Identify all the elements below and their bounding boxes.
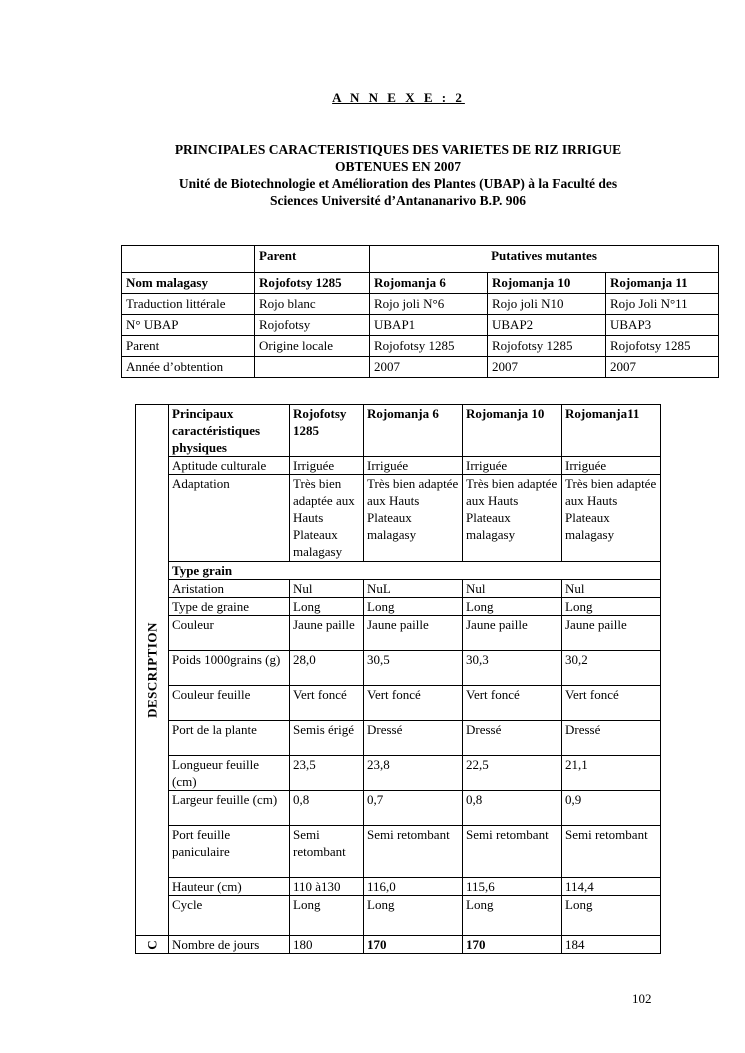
table-cell: Cycle [169,896,290,936]
table-cell: Dressé [463,721,562,756]
table-header-mutants: Putatives mutantes [370,246,719,273]
table-cell: Traduction littérale [122,294,255,315]
table-cell: Semi retombant [364,826,463,878]
table-cell: Semis érigé [290,721,364,756]
table-cell: UBAP2 [488,315,606,336]
table-cell: Semi retombant [290,826,364,878]
table-cell: Rojomanja11 [562,405,661,457]
table-cell: 22,5 [463,756,562,791]
table-cell: 2007 [606,357,719,378]
description-label: DESCRIPTION [144,622,160,718]
table-row [136,826,661,878]
table-cell: 0,8 [463,791,562,826]
table-cell: 0,9 [562,791,661,826]
table-cell: Port de la plante [169,721,290,756]
table-cell: Irriguée [463,457,562,475]
table-row [122,336,719,357]
document-heading [118,141,678,209]
heading-line-4: Sciences Université d’Antananarivo B.P. 906 [270,193,526,208]
table-cell: 2007 [370,357,488,378]
table-cell: Semi retombant [463,826,562,878]
table-cell: Rojomanja 10 [488,273,606,294]
heading-line-1: PRINCIPALES CARACTERISTIQUES DES VARIETES DE RIZ IRRIGUE [174,142,622,157]
table-row [136,405,661,457]
table-cell: 2007 [488,357,606,378]
table-cell: Très bien adaptée aux Hauts Plateaux malagasy [364,475,463,562]
table-cell: Origine locale [255,336,370,357]
table-cell: Long [364,896,463,936]
table-row [136,616,661,651]
table-cell: Port feuille paniculaire [169,826,290,878]
table-cell: Vert foncé [562,686,661,721]
table-cell: Couleur [169,616,290,651]
table-cell: Rojofotsy 1285 [606,336,719,357]
table-cell: 30,3 [463,651,562,686]
side-label-2: C [144,939,160,950]
table-cell: Rojomanja 10 [463,405,562,457]
table-cell: 114,4 [562,878,661,896]
table-cell [122,246,255,273]
table-cell: 0,7 [364,791,463,826]
table-cell: Long [290,598,364,616]
table-row [122,357,719,378]
heading-line-3: Unité de Biotechnologie et Amélioration des Plantes (UBAP) à la Faculté des [178,176,618,191]
table-cell: 30,2 [562,651,661,686]
table-cell: Long [463,598,562,616]
table-cell: Rojomanja 6 [370,273,488,294]
table-cell: Semi retombant [562,826,661,878]
characteristics-table [135,404,661,954]
table-cell: Nul [290,580,364,598]
page-number: 102 [632,991,652,1006]
table-cell: Longueur feuille (cm) [169,756,290,791]
table-cell: 21,1 [562,756,661,791]
table-cell: N° UBAP [122,315,255,336]
table-cell: 30,5 [364,651,463,686]
table-row [136,598,661,616]
table-cell: Irriguée [290,457,364,475]
table-cell: UBAP1 [370,315,488,336]
table-cell: Long [463,896,562,936]
table-cell: 23,8 [364,756,463,791]
table-row [136,721,661,756]
table-cell: Rojomanja 11 [606,273,719,294]
table-cell: Jaune paille [463,616,562,651]
table-cell: 180 [290,936,364,954]
table-cell: Jaune paille [364,616,463,651]
table-row [136,562,661,580]
table-row [136,791,661,826]
table-cell: Très bien adaptée aux Hauts Plateaux malagasy [463,475,562,562]
table-cell: Rojofotsy 1285 [370,336,488,357]
heading-line-2: OBTENUES EN 2007 [334,159,462,174]
table-cell: 116,0 [364,878,463,896]
table-cell: Rojo joli N°6 [370,294,488,315]
table-cell: Nombre de jours [169,936,290,954]
table-cell: Aptitude culturale [169,457,290,475]
table-row [122,294,719,315]
table-cell: 170 [463,936,562,954]
table-cell: Hauteur (cm) [169,878,290,896]
table-cell: UBAP3 [606,315,719,336]
table-row [122,246,719,273]
table-cell: Rojo Joli N°11 [606,294,719,315]
table-cell: Long [562,896,661,936]
varieties-table [121,245,719,378]
table-cell: Irriguée [562,457,661,475]
table-row [136,896,661,936]
table-row [122,315,719,336]
table-cell: Rojofotsy 1285 [488,336,606,357]
table-cell: Jaune paille [290,616,364,651]
table-row [136,457,661,475]
table-cell: Rojomanja 6 [364,405,463,457]
table-cell: Rojo joli N10 [488,294,606,315]
table-cell: Rojofotsy 1285 [290,405,364,457]
table-cell: NuL [364,580,463,598]
table-cell: Aristation [169,580,290,598]
table-cell: Dressé [364,721,463,756]
table-cell: 0,8 [290,791,364,826]
table-cell: Vert foncé [290,686,364,721]
table-cell: Long [364,598,463,616]
table-cell: Principaux caractéristiques physiques [169,405,290,457]
table-cell: Rojofotsy 1285 [255,273,370,294]
table-cell: Long [562,598,661,616]
table-cell: Adaptation [169,475,290,562]
table-row [136,878,661,896]
table-cell: Dressé [562,721,661,756]
table-cell: Type de graine [169,598,290,616]
table-cell: Nom malagasy [122,273,255,294]
side-cell-2 [136,936,169,954]
table-cell: Couleur feuille [169,686,290,721]
table-cell: 184 [562,936,661,954]
description-side-cell [136,405,169,936]
table-cell: Vert foncé [364,686,463,721]
table-cell: Très bien adaptée aux Hauts Plateaux malagasy [562,475,661,562]
table-cell: 28,0 [290,651,364,686]
table-cell: Irriguée [364,457,463,475]
table-cell: 23,5 [290,756,364,791]
table-header-parent: Parent [255,246,370,273]
table-row [122,273,719,294]
table-row [136,651,661,686]
table-cell: 110 à130 [290,878,364,896]
annexe-title: A N N E X E : 2 [332,90,465,105]
table-cell: Jaune paille [562,616,661,651]
table-cell: Vert foncé [463,686,562,721]
table-cell: Poids 1000grains (g) [169,651,290,686]
table-cell: Parent [122,336,255,357]
type-grain-label: Type grain [169,562,661,580]
table-row [136,936,661,954]
table-cell: 115,6 [463,878,562,896]
table-cell: 170 [364,936,463,954]
table-row [136,756,661,791]
table-cell: Nul [562,580,661,598]
table-cell: Très bien adaptée aux Hauts Plateaux malagasy [290,475,364,562]
table-cell: Année d’obtention [122,357,255,378]
table-row [136,475,661,562]
table-cell [255,357,370,378]
table-cell: Long [290,896,364,936]
table-cell: Largeur feuille (cm) [169,791,290,826]
table-cell: Nul [463,580,562,598]
table-cell: Rojo blanc [255,294,370,315]
table-cell: Rojofotsy [255,315,370,336]
table-row [136,580,661,598]
table-row [136,686,661,721]
